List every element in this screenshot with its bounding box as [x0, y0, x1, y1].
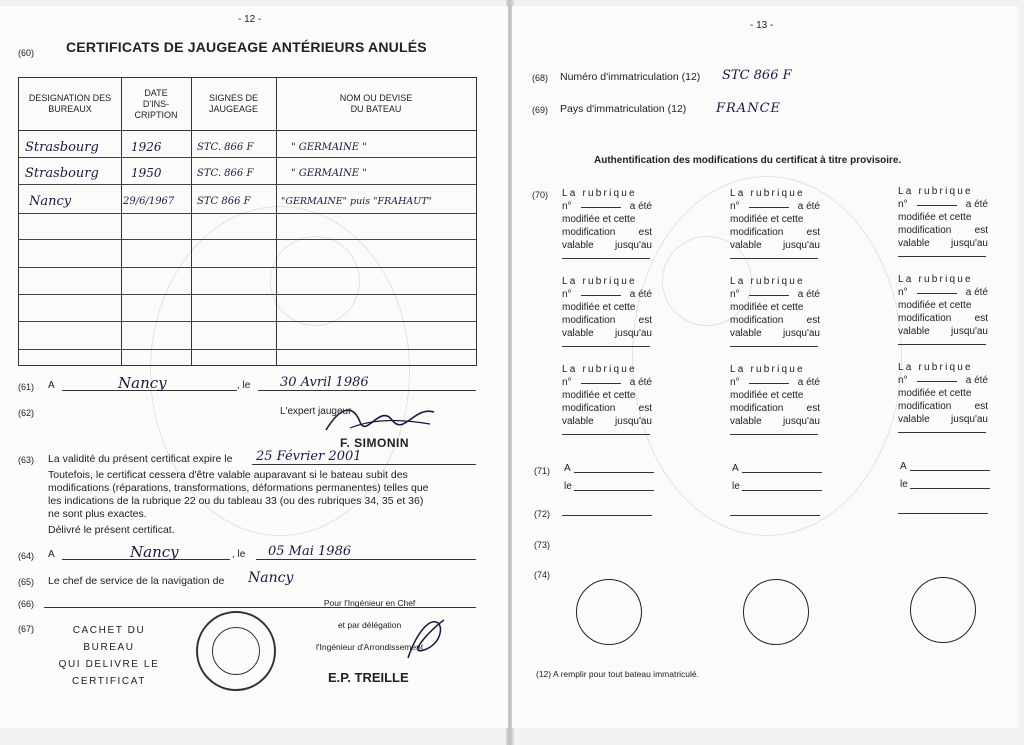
rubric-number-field[interactable]	[917, 198, 957, 206]
place-label: A	[48, 549, 55, 560]
cell-date: 1926	[131, 140, 162, 154]
field-number-72: (72)	[534, 509, 551, 519]
field-number-62: (62)	[18, 408, 35, 418]
delegation-line: et par délégation	[337, 620, 402, 630]
cell-bureau: Strasbourg	[25, 166, 99, 181]
rubric-line: La rubrique	[898, 274, 973, 285]
rubric-line: modification	[562, 315, 616, 326]
field-number-69: (69)	[532, 105, 549, 115]
rubric-number-label: n°	[898, 375, 908, 386]
field-number-66: (66)	[18, 599, 35, 609]
rubric-line: modification	[730, 403, 784, 414]
seal-circle	[576, 579, 642, 645]
rubric-line: modification	[898, 313, 952, 324]
table-row-divider	[19, 157, 476, 158]
registration-number-label: Numéro d'immatriculation (12)	[560, 71, 701, 83]
table-row-divider	[19, 349, 476, 350]
rubric-line: est	[974, 401, 988, 412]
cell-nom: " GERMAINE "	[291, 168, 367, 179]
rubric-line: modification	[730, 315, 784, 326]
rubric-line: modifiée et cette	[898, 388, 972, 399]
rubric-line: jusqu'au	[615, 328, 652, 339]
rubric-line: modifiée et cette	[730, 302, 804, 313]
seal-circle	[910, 577, 976, 643]
condition-line: Toutefois, le certificat cessera d'être valable auparavant si le bateau subit des	[48, 469, 408, 481]
place-label: A	[900, 461, 907, 472]
rubric-line: La rubrique	[562, 364, 637, 375]
rubric-line: est	[638, 227, 652, 238]
rubric-line: a été	[629, 289, 652, 300]
rubric-number-label: n°	[730, 201, 740, 212]
rubric-line: La rubrique	[730, 188, 805, 199]
validity-line	[252, 464, 476, 465]
validity-conditions	[48, 469, 468, 521]
field-number-65: (65)	[18, 577, 35, 587]
cell-nom: "GERMAINE" puis "FRAHAUT"	[281, 196, 432, 207]
rubric-block	[898, 361, 988, 433]
cell-signes: STC. 866 F	[197, 142, 254, 153]
engineer-signature	[402, 614, 448, 664]
rubric-line: valable	[562, 240, 594, 251]
engineer-name-stamp: E.P. TREILLE	[328, 670, 409, 685]
place-value: Nancy	[130, 543, 179, 561]
expert-name-stamp: F. SIMONIN	[340, 436, 410, 450]
rubric-number-field[interactable]	[581, 200, 621, 208]
rubric-line: modification	[562, 403, 616, 414]
table-header-divider	[19, 130, 476, 131]
field-number-64: (64)	[18, 551, 35, 561]
page-number: - 12 -	[238, 14, 262, 25]
rubric-line: La rubrique	[730, 276, 805, 287]
date-value: 05 Mai 1986	[268, 544, 352, 559]
registration-number-value: STC 866 F	[722, 68, 792, 83]
field-number-74: (74)	[534, 570, 551, 580]
rubric-number-field[interactable]	[749, 288, 789, 296]
page-12	[0, 6, 508, 728]
place-label: A	[732, 463, 739, 474]
date-label: le	[732, 481, 740, 492]
rubric-line: valable	[730, 328, 762, 339]
rubric-line: valable	[562, 328, 594, 339]
rubric-line: jusqu'au	[615, 240, 652, 251]
rubric-line: La rubrique	[898, 186, 973, 197]
delegation-line: Pour l'Ingénieur en Chef	[323, 598, 416, 608]
date-line[interactable]	[742, 490, 822, 491]
page-number: - 13 -	[750, 20, 774, 31]
validity-date: 25 Février 2001	[256, 449, 362, 464]
seal-circle	[743, 579, 809, 645]
table-row-divider	[19, 294, 476, 295]
date-label: , le	[232, 549, 246, 560]
expert-signature	[322, 398, 440, 438]
rubric-line: est	[974, 313, 988, 324]
rubric-number-label: n°	[562, 377, 572, 388]
field-number-67: (67)	[18, 624, 35, 634]
rubric-date-line[interactable]	[898, 344, 986, 345]
rubric-line: modification	[898, 225, 952, 236]
field-72-line[interactable]	[730, 515, 820, 516]
rubric-line: modification	[898, 401, 952, 412]
delegation-line: l'Ingénieur d'Arrondissement	[316, 642, 424, 652]
rubric-line: modifiée et cette	[898, 300, 972, 311]
section-title: CERTIFICATS DE JAUGEAGE ANTÉRIEURS ANULÉS	[66, 39, 427, 55]
rubric-date-line[interactable]	[730, 434, 818, 435]
rubric-number-label: n°	[898, 287, 908, 298]
rubric-line: La rubrique	[730, 364, 805, 375]
rubric-line: modifiée et cette	[898, 212, 972, 223]
date-line[interactable]	[910, 488, 990, 489]
rubric-block	[730, 187, 820, 259]
rubric-number-field[interactable]	[917, 286, 957, 294]
header-signes: SIGNES DE JAUGEAGE	[208, 93, 258, 114]
rubric-line: modifiée et cette	[562, 214, 636, 225]
rubric-date-line[interactable]	[898, 432, 986, 433]
date-value: 30 Avril 1986	[280, 375, 369, 390]
rubric-line: La rubrique	[562, 188, 637, 199]
rubric-date-line[interactable]	[730, 258, 818, 259]
condition-line: modifications (réparations, transformations, déformations permanentes) telles que	[48, 482, 429, 494]
seal-label-line: CACHET DU BUREAU	[72, 625, 146, 653]
rubric-line: modifiée et cette	[730, 390, 804, 401]
rubric-line: jusqu'au	[615, 416, 652, 427]
field-72-line[interactable]	[898, 513, 988, 514]
table-row-divider	[19, 321, 476, 322]
rubric-number-label: n°	[562, 201, 572, 212]
place-line[interactable]	[574, 472, 654, 473]
rubric-line: La rubrique	[898, 362, 973, 373]
place-label: A	[564, 463, 571, 474]
table-row-divider	[19, 213, 476, 214]
rubric-line: a été	[629, 201, 652, 212]
page-13	[512, 6, 1018, 728]
chief-label: Le chef de service de la navigation de	[48, 575, 225, 587]
rubric-line: jusqu'au	[951, 414, 988, 425]
rubric-line: jusqu'au	[783, 416, 820, 427]
rubric-line: jusqu'au	[951, 326, 988, 337]
date-line	[256, 559, 476, 560]
chief-place: Nancy	[248, 570, 294, 586]
table-row-divider	[19, 184, 476, 185]
rubric-line: a été	[797, 289, 820, 300]
field-number-60: (60)	[18, 48, 35, 58]
registration-country-label: Pays d'immatriculation (12)	[560, 103, 687, 115]
office-round-stamp	[196, 611, 276, 691]
rubric-line: modification	[562, 227, 616, 238]
rubric-line: est	[638, 315, 652, 326]
rubric-line: a été	[965, 287, 988, 298]
date-label: le	[900, 479, 908, 490]
rubric-block	[730, 363, 820, 435]
rubric-date-line[interactable]	[562, 346, 650, 347]
place-label: A	[48, 380, 55, 391]
date-line[interactable]	[574, 490, 654, 491]
header-date: DATE D'INS- CRIPTION	[134, 87, 178, 120]
authentication-title: Authentification des modifications du certificat à titre provisoire.	[594, 155, 902, 166]
rubric-block	[730, 275, 820, 347]
rubric-line: La rubrique	[562, 276, 637, 287]
rubric-line: est	[974, 225, 988, 236]
date-line	[258, 390, 476, 391]
rubric-number-field[interactable]	[581, 376, 621, 384]
cell-date: 1950	[131, 166, 162, 180]
rubric-number-label: n°	[562, 289, 572, 300]
office-seal-label	[48, 622, 170, 690]
expert-label: L'expert jaugeur	[280, 406, 352, 417]
cell-nom: " GERMAINE "	[291, 142, 367, 153]
rubric-date-line[interactable]	[898, 256, 986, 257]
rubric-line: jusqu'au	[783, 240, 820, 251]
rubric-line: est	[806, 315, 820, 326]
field-number-73: (73)	[534, 540, 551, 550]
condition-line: les indications de la rubrique 22 ou du tableau 33 (ou des rubriques 34, 35 et 36)	[48, 495, 424, 507]
seal-label-line: QUI DELIVRE LE	[58, 659, 160, 670]
rubric-line: valable	[898, 414, 930, 425]
rubric-number-field[interactable]	[581, 288, 621, 296]
cell-bureau: Strasbourg	[25, 140, 99, 155]
delivered-text: Délivré le présent certificat.	[48, 524, 175, 536]
rubric-number-label: n°	[898, 199, 908, 210]
rubric-line: a été	[797, 201, 820, 212]
cell-date: 29/6/1967	[123, 196, 175, 207]
cell-signes: STC 866 F	[197, 196, 251, 207]
field-number-63: (63)	[18, 455, 35, 465]
rubric-number-field[interactable]	[917, 374, 957, 382]
cell-signes: STC. 866 F	[197, 168, 254, 179]
rubric-line: modifiée et cette	[730, 214, 804, 225]
rubric-line: a été	[965, 375, 988, 386]
place-value: Nancy	[118, 374, 167, 392]
rubric-line: est	[638, 403, 652, 414]
rubric-line: a été	[965, 199, 988, 210]
rubric-line: valable	[730, 416, 762, 427]
header-bureaux: DESIGNATION DES BUREAUX	[28, 93, 112, 114]
rubric-date-line[interactable]	[730, 346, 818, 347]
place-line[interactable]	[910, 470, 990, 471]
rubric-block	[898, 185, 988, 257]
date-label: , le	[237, 380, 251, 391]
seal-label-line: CERTIFICAT	[72, 676, 146, 687]
condition-line: ne sont plus exactes.	[48, 508, 147, 520]
registration-country-value: FRANCE	[716, 101, 782, 116]
rubric-block	[562, 275, 652, 347]
rubric-date-line[interactable]	[562, 258, 650, 259]
field-number-70: (70)	[532, 190, 549, 200]
rubric-line: a été	[797, 377, 820, 388]
field-number-61: (61)	[18, 382, 35, 392]
date-label: le	[564, 481, 572, 492]
rubric-number-field[interactable]	[749, 376, 789, 384]
rubric-line: jusqu'au	[951, 238, 988, 249]
rubric-line: a été	[629, 377, 652, 388]
rubric-date-line[interactable]	[562, 434, 650, 435]
rubric-line: valable	[898, 238, 930, 249]
rubric-line: jusqu'au	[783, 328, 820, 339]
rubric-line: valable	[562, 416, 594, 427]
gauging-table	[18, 77, 477, 366]
table-row-divider	[19, 239, 476, 240]
field-number-68: (68)	[532, 73, 549, 83]
rubric-block	[562, 363, 652, 435]
field-number-71: (71)	[534, 466, 551, 476]
rubric-line: valable	[730, 240, 762, 251]
field-66-line	[44, 607, 476, 608]
rubric-line: modifiée et cette	[562, 302, 636, 313]
table-row-divider	[19, 267, 476, 268]
rubric-number-field[interactable]	[749, 200, 789, 208]
rubric-block	[898, 273, 988, 345]
rubric-block	[562, 187, 652, 259]
rubric-line: modifiée et cette	[562, 390, 636, 401]
header-nom: NOM OU DEVISE DU BATEAU	[339, 93, 413, 114]
rubric-line: est	[806, 227, 820, 238]
rubric-line: modification	[730, 227, 784, 238]
rubric-line: est	[806, 403, 820, 414]
rubric-number-label: n°	[730, 289, 740, 300]
field-72-line[interactable]	[562, 515, 652, 516]
footnote: (12) A remplir pour tout bateau immatriculé.	[536, 669, 699, 679]
validity-label: La validité du présent certificat expire le	[48, 453, 233, 465]
cell-bureau: Nancy	[29, 194, 72, 209]
rubric-line: valable	[898, 326, 930, 337]
rubric-number-label: n°	[730, 377, 740, 388]
place-line[interactable]	[742, 472, 822, 473]
